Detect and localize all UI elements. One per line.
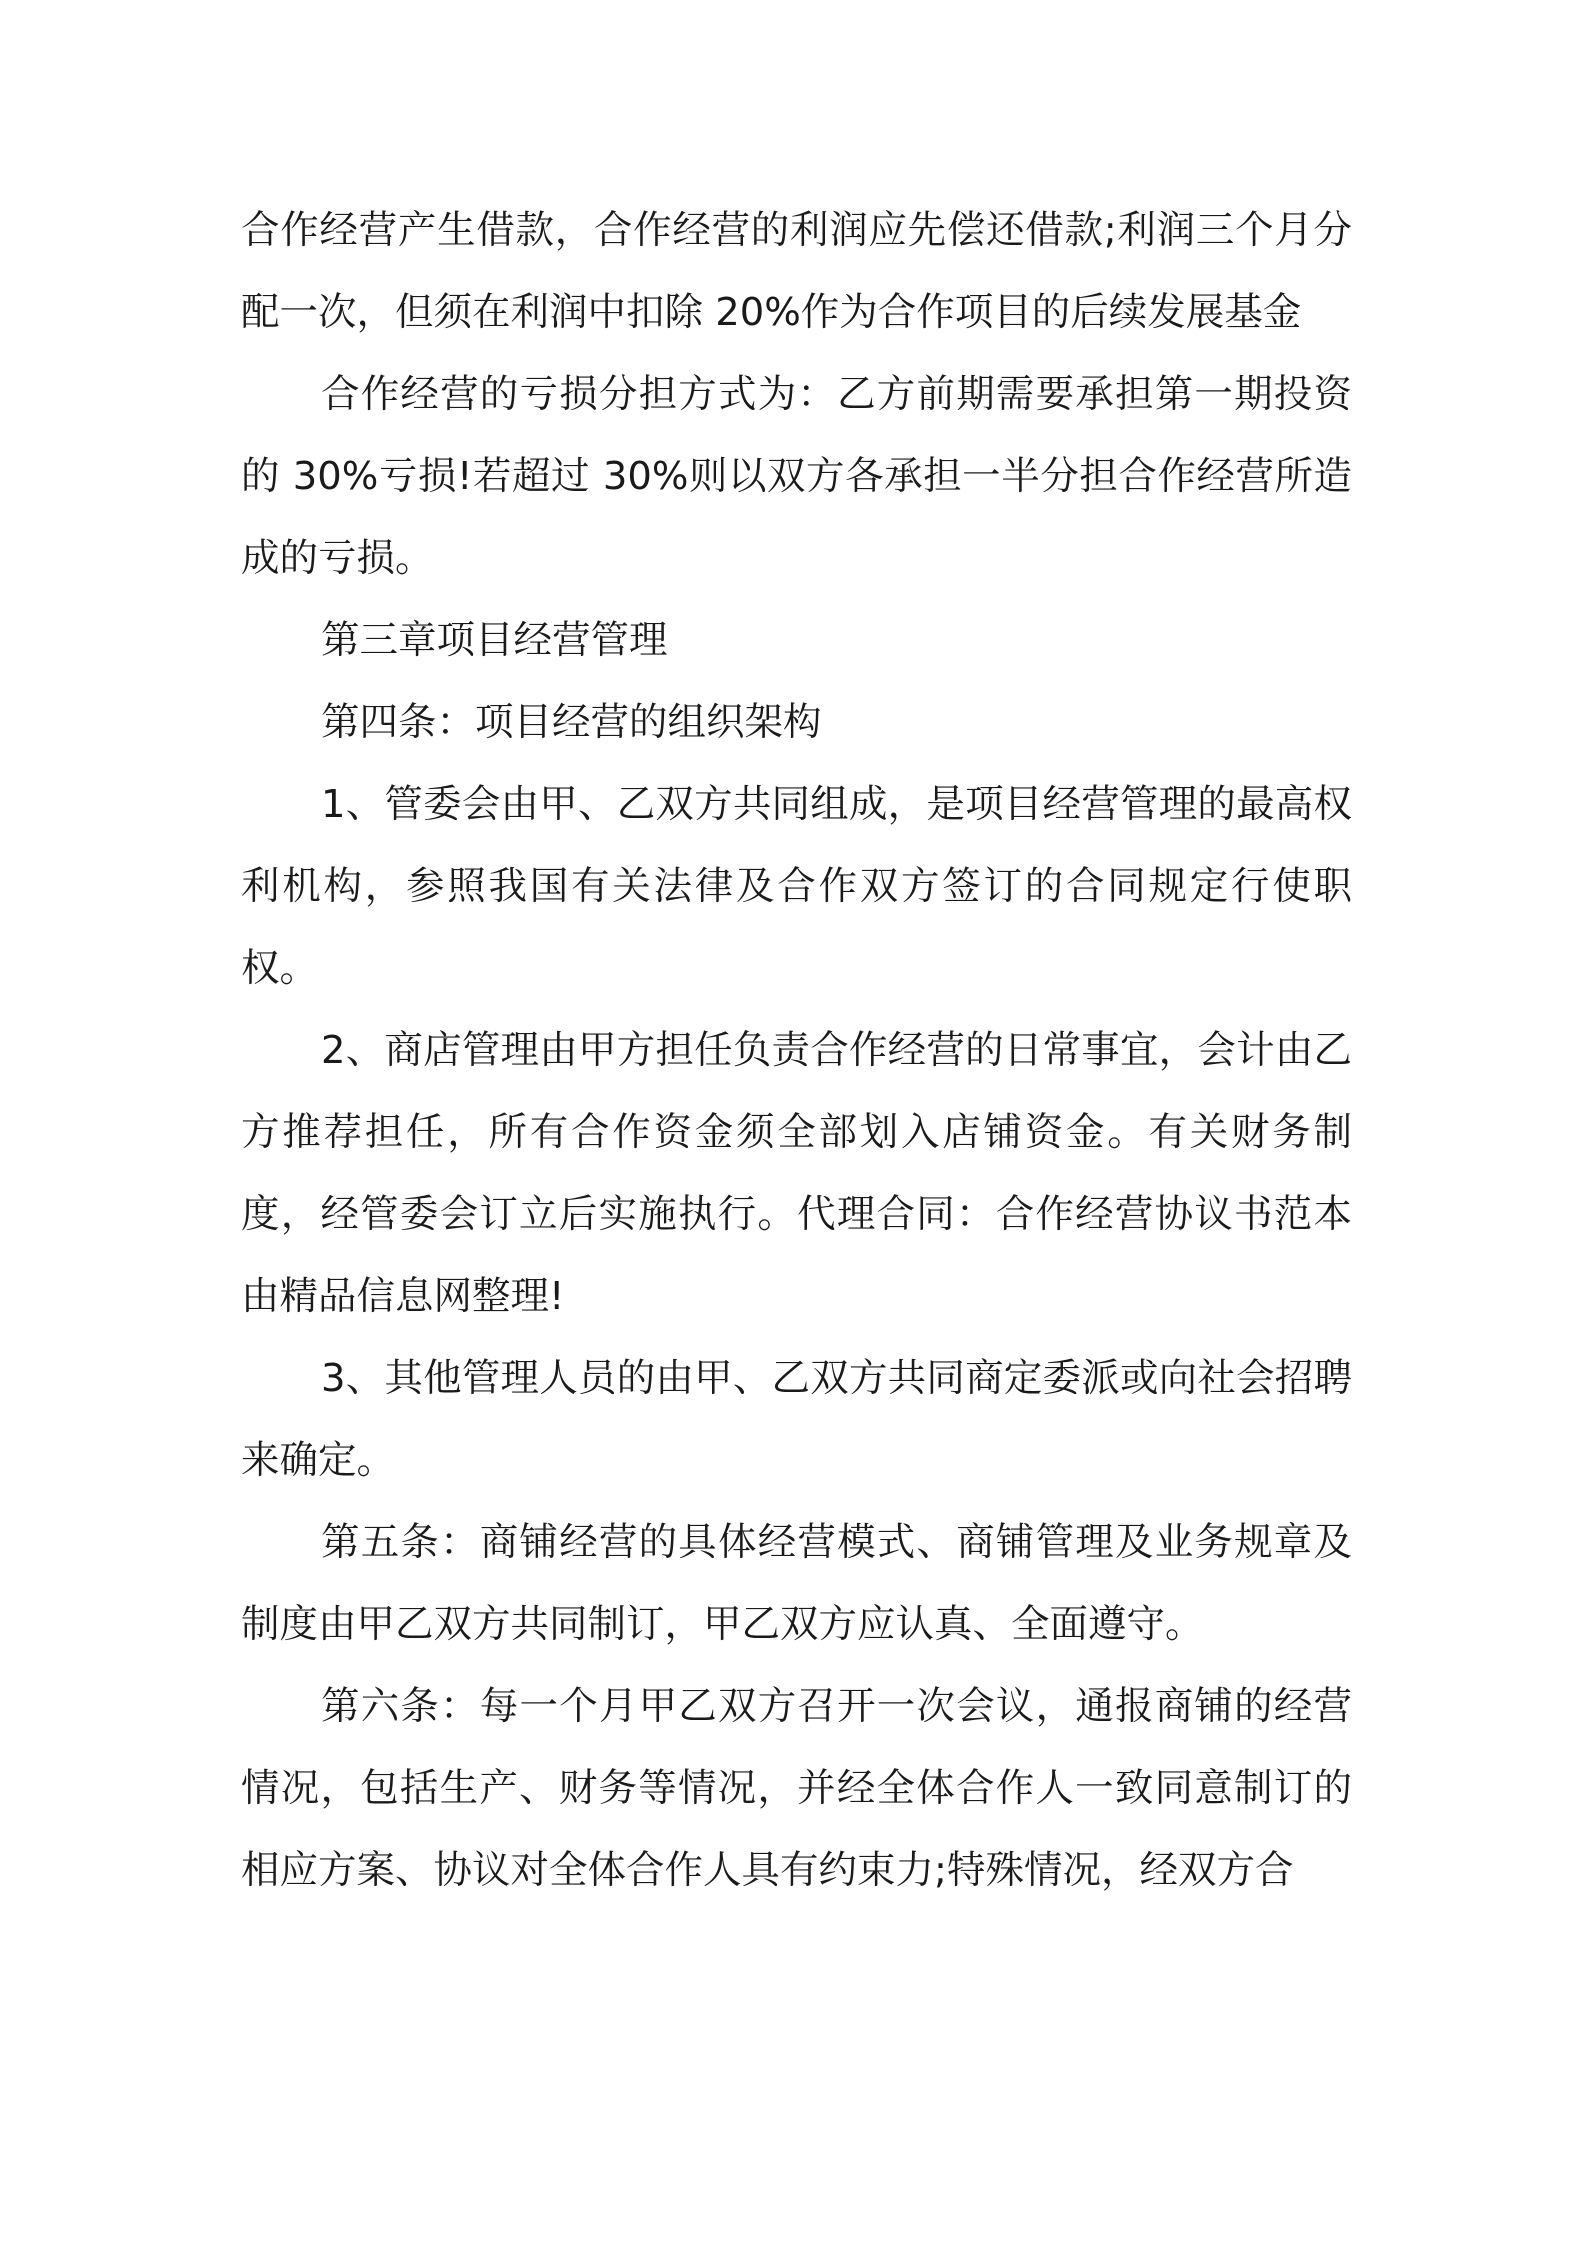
paragraph-profit-distribution: 合作经营产生借款，合作经营的利润应先偿还借款;利润三个月分配一次，但须在利润中扣除 20%作为合作项目的后续发展基金: [241, 208, 1352, 335]
paragraph-item-3: 3、其他管理人员的由甲、乙双方共同商定委派或向社会招聘来确定。: [241, 1356, 1352, 1483]
paragraph-article-six: 第六条：每一个月甲乙双方召开一次会议，通报商铺的经营情况，包括生产、财务等情况，并经全体合作人一致同意制订的相应方案、协议对全体合作人具有约束力;特殊情况，经双方合: [241, 1684, 1352, 1893]
chapter-heading: 第三章项目经营管理: [321, 618, 668, 663]
paragraph-article-five: 第五条：商铺经营的具体经营模式、商铺管理及业务规章及制度由甲乙双方共同制订，甲乙双方应认真、全面遵守。: [241, 1520, 1352, 1647]
paragraph-item-1: 1、管委会由甲、乙双方共同组成，是项目经营管理的最高权利机构，参照我国有关法律及合作双方签订的合同规定行使职权。: [241, 782, 1352, 991]
paragraph-loss-sharing: 合作经营的亏损分担方式为：乙方前期需要承担第一期投资的 30%亏损!若超过 30%则以双方各承担一半分担合作经营所造成的亏损。: [241, 372, 1352, 581]
article-four-heading: 第四条：项目经营的组织架构: [321, 700, 822, 745]
document-body: [241, 190, 1352, 1912]
paragraph-item-2: 2、商店管理由甲方担任负责合作经营的日常事宜，会计由乙方推荐担任，所有合作资金须全部划入店铺资金。有关财务制度，经管委会订立后实施执行。代理合同：合作经营协议书范本由精品信息网整理!: [241, 1028, 1352, 1319]
